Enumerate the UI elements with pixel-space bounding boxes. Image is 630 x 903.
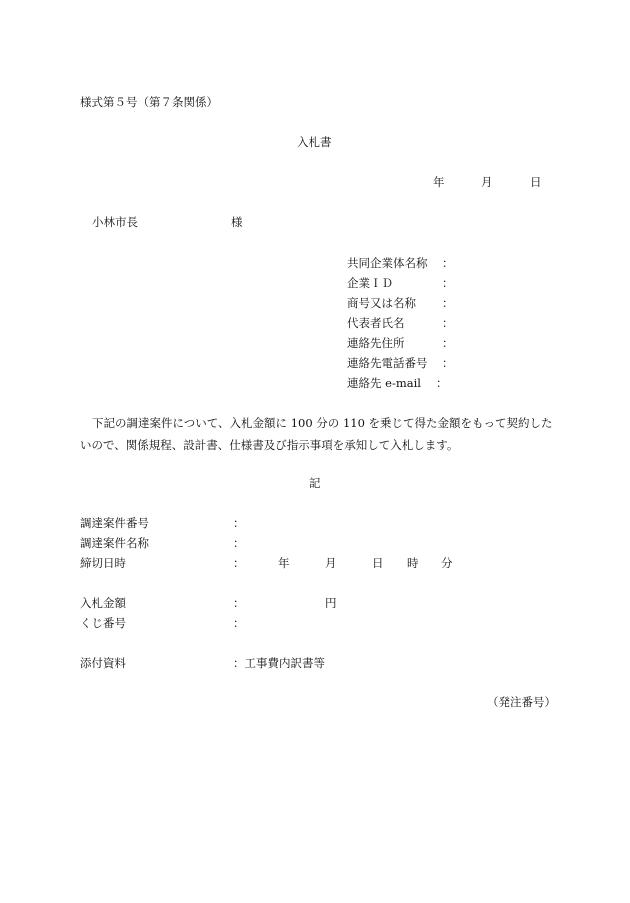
body-line-1: 下記の調達案件について、入札金額に 100 分の 110 を乗じて得た金額をもって契約した [92,416,553,430]
item-colon: ： [233,556,245,570]
sender-colon: ： [442,256,454,270]
sender-label: 連絡先 e-mail [347,376,421,390]
deadline-year: 年 [278,556,290,570]
sender-colon: ： [442,296,454,310]
deadline-hour: 時 [407,556,419,570]
addressee-name: 小林市長 [92,215,138,229]
date-day: 日 [530,175,542,189]
deadline-day: 日 [372,556,384,570]
sender-label: 連絡先電話番号 [347,356,428,370]
item-label: 入札金額 [80,596,126,610]
item-label: くじ番号 [80,616,126,630]
sender-label: 商号又は名称 [347,296,416,310]
body-line-2: いので、関係規程、設計書、仕様書及び指示事項を承知して入札します。 [80,438,459,452]
sender-label: 代表者氏名 [347,316,405,330]
form-number: 様式第５号（第７条関係） [80,95,218,109]
bid-amount-unit: 円 [325,596,337,610]
sender-colon: ： [442,276,454,290]
deadline-month: 月 [325,556,337,570]
item-colon: ： [233,536,245,550]
item-colon: ： [233,596,245,610]
item-label: 締切日時 [80,556,126,570]
item-colon: ： [233,616,245,630]
document-title: 入札書 [297,135,332,149]
sender-colon: ： [442,356,454,370]
ki-heading: 記 [309,476,321,490]
item-colon: ： [233,516,245,530]
date-month: 月 [481,175,493,189]
item-label: 調達案件番号 [80,516,149,530]
sender-label: 企業ＩＤ [347,276,393,290]
date-year: 年 [433,175,445,189]
item-label: 調達案件名称 [80,536,149,550]
issuer-number: （発注番号） [487,695,556,709]
sender-label: 共同企業体名称 [347,256,428,270]
sender-colon: ： [442,316,454,330]
sender-colon: ： [442,336,454,350]
addressee-honorific: 様 [231,215,243,229]
item-value: ：工事費内訳書等 [233,656,325,670]
deadline-minute: 分 [441,556,453,570]
sender-colon: ： [436,376,448,390]
item-label: 添付資料 [80,656,126,670]
sender-label: 連絡先住所 [347,336,405,350]
